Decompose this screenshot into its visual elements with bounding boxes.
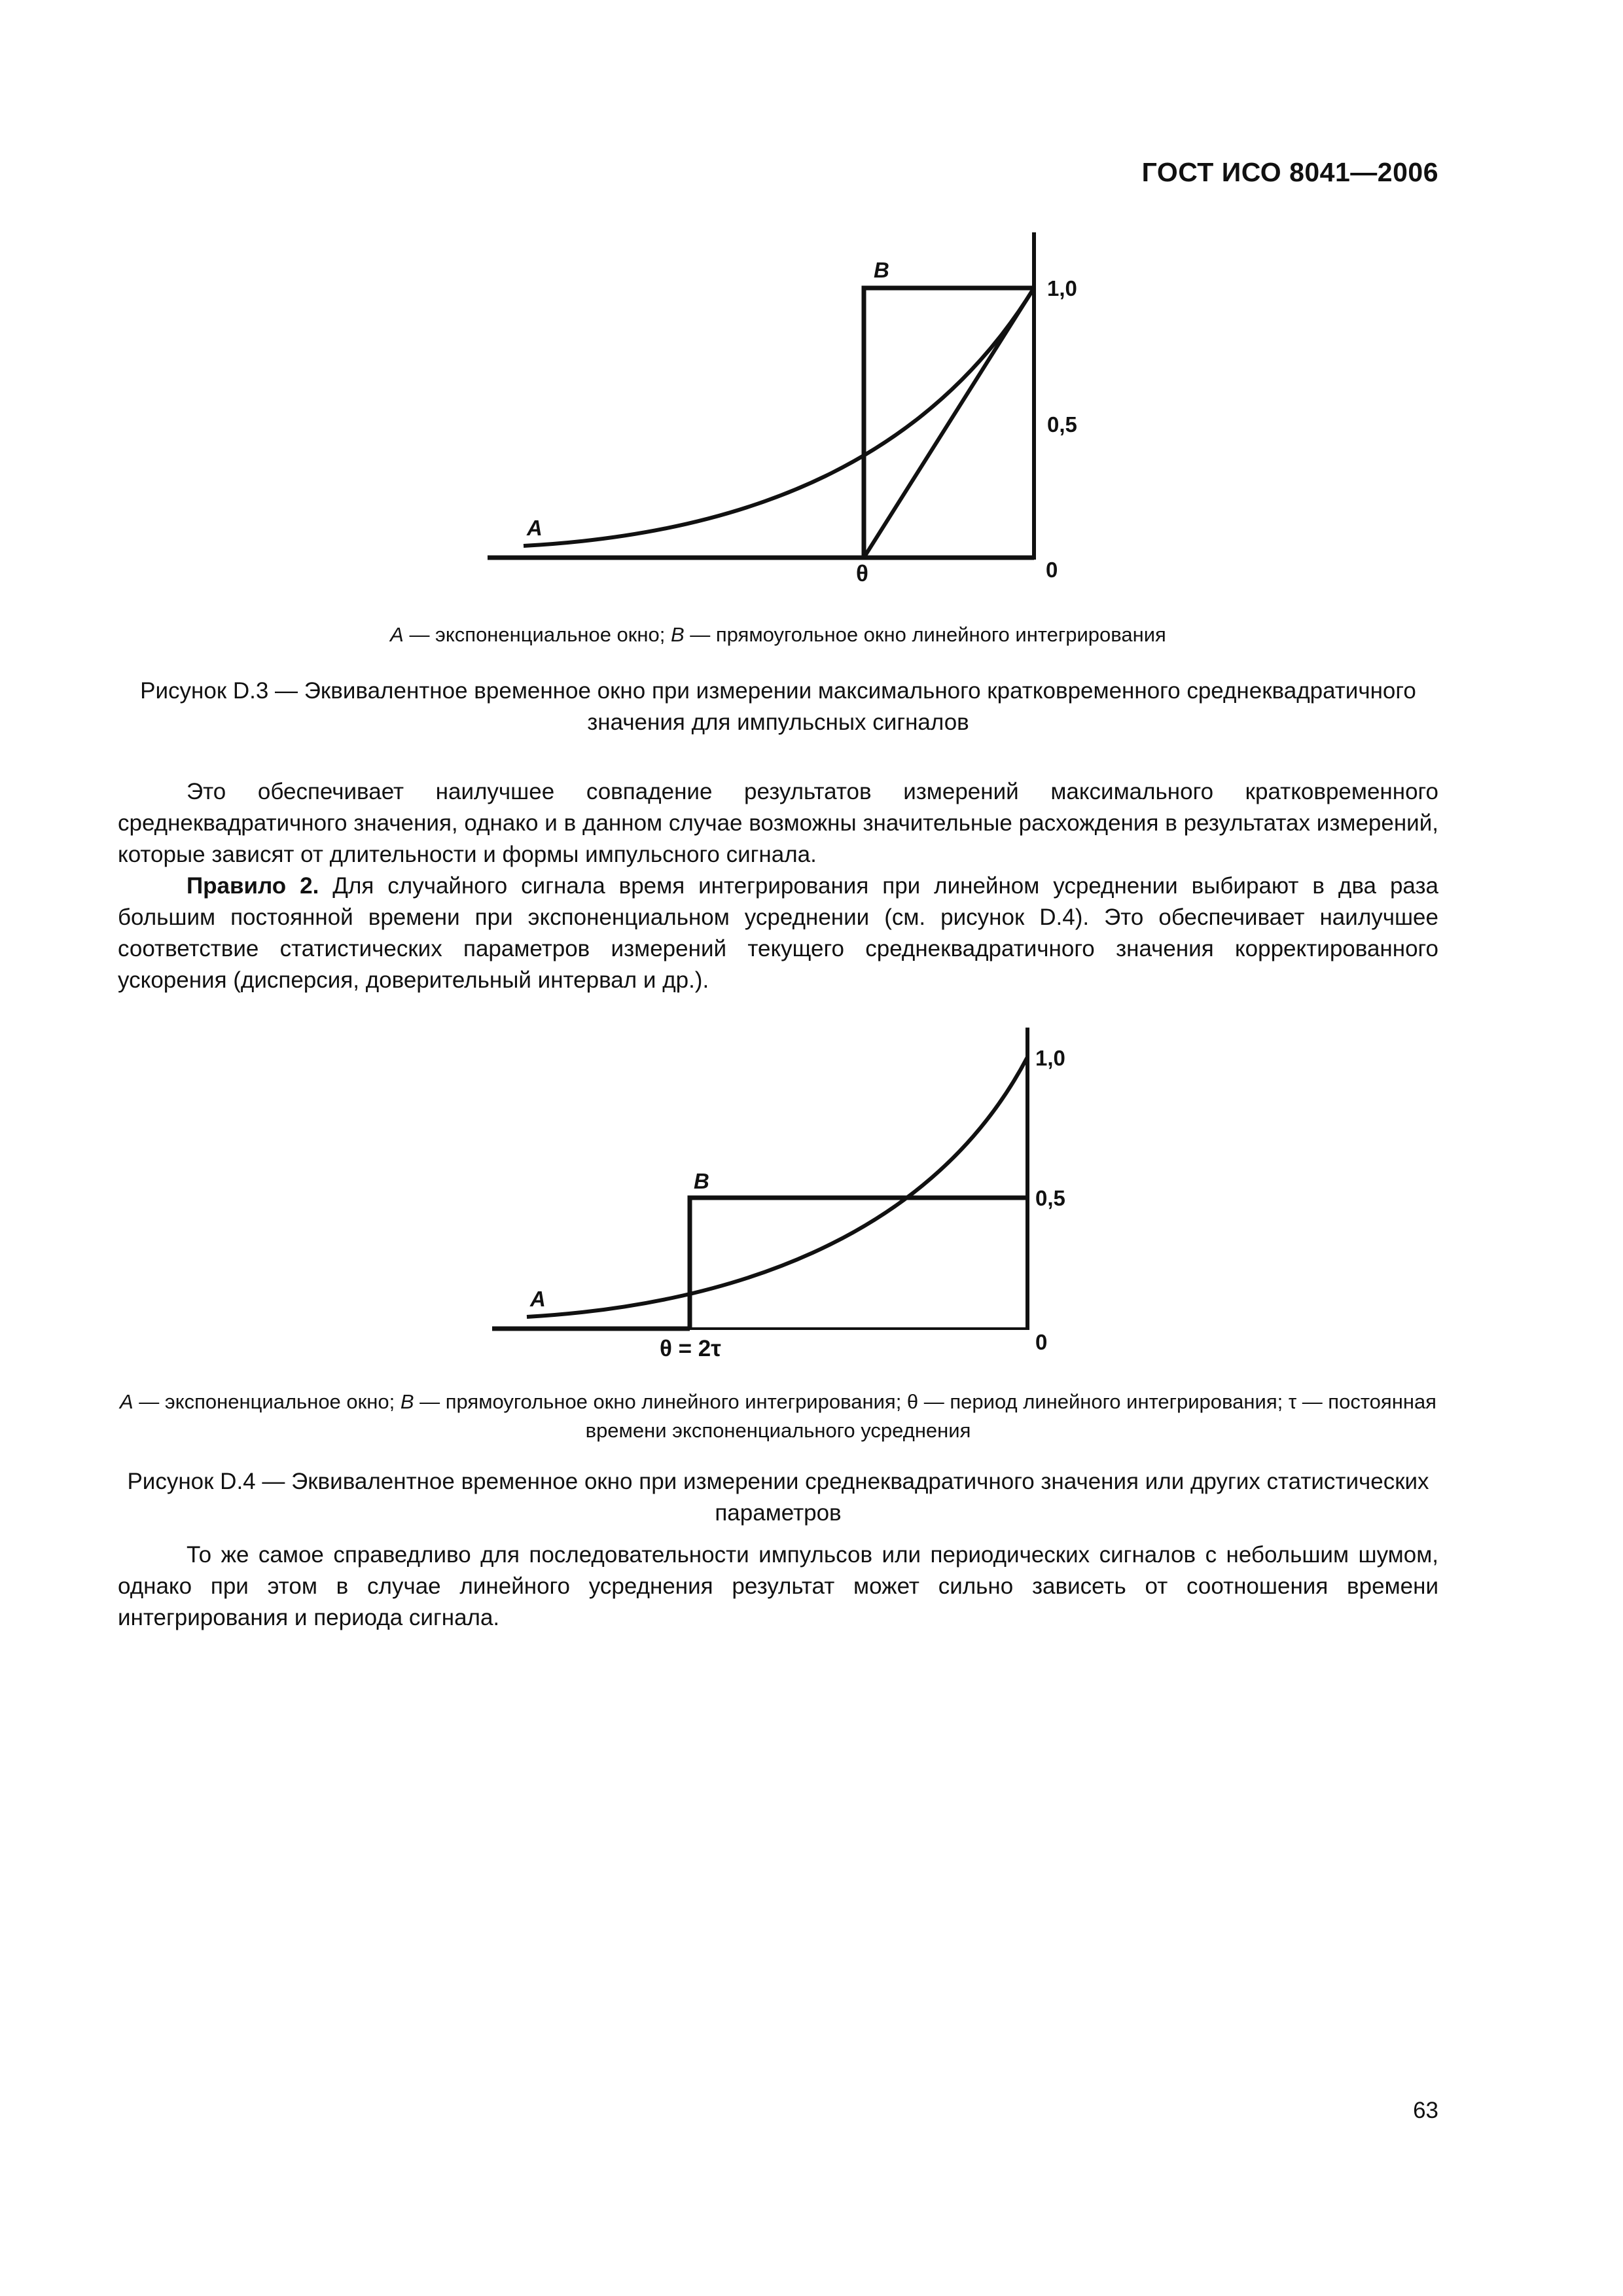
d4-tick-05: 0,5 xyxy=(1035,1186,1065,1210)
d3-exponential-curve-a xyxy=(524,288,1034,546)
d4-label-a: A xyxy=(530,1287,546,1311)
figure-d4-legend xyxy=(118,1388,1438,1445)
d4-rectangular-window-b xyxy=(690,1198,1027,1329)
d3-label-a: A xyxy=(527,516,543,540)
d4-legend-a-key: A xyxy=(120,1390,134,1413)
d3-legend-b-key: B xyxy=(670,623,685,646)
paragraph-2 xyxy=(118,870,1438,996)
d4-exponential-curve-a xyxy=(527,1057,1027,1317)
d3-theta-label: θ xyxy=(856,561,868,586)
d4-legend-b-key: B xyxy=(400,1390,414,1413)
d3-legend-a-key: A xyxy=(390,623,404,646)
figure-d3-caption: Рисунок D.3 — Эквивалентное временное окно при измерении максимального кратковременного среднеквадратичного значения для импульсных сигналов xyxy=(140,678,1416,735)
d4-tick-0: 0 xyxy=(1035,1330,1048,1354)
d4-label-b: B xyxy=(694,1169,709,1193)
d3-tick-1: 1,0 xyxy=(1047,276,1077,300)
figure-d4-caption: Рисунок D.4 — Эквивалентное временное окно при измерении среднеквадратичного значения или других статистических параметров xyxy=(127,1469,1429,1526)
paragraph-3: То же самое справедливо для последовательности импульсов или периодических сигналов с небольшим шумом, однако при этом в случае линейного усреднения результат может сильно зависеть от соотношения времени интегрирования и периода сигнала. xyxy=(118,1542,1438,1630)
figure-d3-legend xyxy=(118,620,1438,649)
page-number: 63 xyxy=(1413,2098,1438,2123)
d3-tick-0: 0 xyxy=(1046,558,1058,582)
d3-tick-05: 0,5 xyxy=(1047,412,1077,437)
d4-tick-1: 1,0 xyxy=(1035,1046,1065,1070)
d3-label-b: B xyxy=(874,258,889,282)
d4-legend-b-text: — прямоугольное окно линейного интегрирования; θ — период линейного интегрирования; τ — постоянная времени экспоненциального усреднения xyxy=(414,1390,1436,1442)
figure-d4-diagram xyxy=(0,1028,1623,1374)
paragraph-1: Это обеспечивает наилучшее совпадение результатов измерений максимального кратковременного среднеквадратичного значения, однако и в данном случае возможны значительные расхождения в результатах измерений, которые зависят от длительности и формы импульсного сигнала. xyxy=(118,779,1438,867)
figure-d3-diagram xyxy=(0,223,1623,602)
d4-theta-label: θ = 2τ xyxy=(660,1336,721,1361)
d3-legend-a-text: — экспоненциальное окно; xyxy=(403,623,671,646)
rule-2-lead: Правило 2. xyxy=(187,873,319,899)
document-code-header: ГОСТ ИСО 8041—2006 xyxy=(1141,157,1438,187)
d3-legend-b-text: — прямоугольное окно линейного интегрирования xyxy=(684,623,1166,646)
rule-2-text: Для случайного сигнала время интегрирования при линейном усреднении выбирают в два раза большим постоянной времени при экспоненциальном усреднении (см. рисунок D.4). Это обеспечивает наилучшее соответствие статистических параметров измерений текущего среднеквадратичного значения корректированного ускорения (дисперсия, доверительный интервал и др.). xyxy=(118,873,1438,993)
d4-legend-a-text: — экспоненциальное окно; xyxy=(133,1390,401,1413)
